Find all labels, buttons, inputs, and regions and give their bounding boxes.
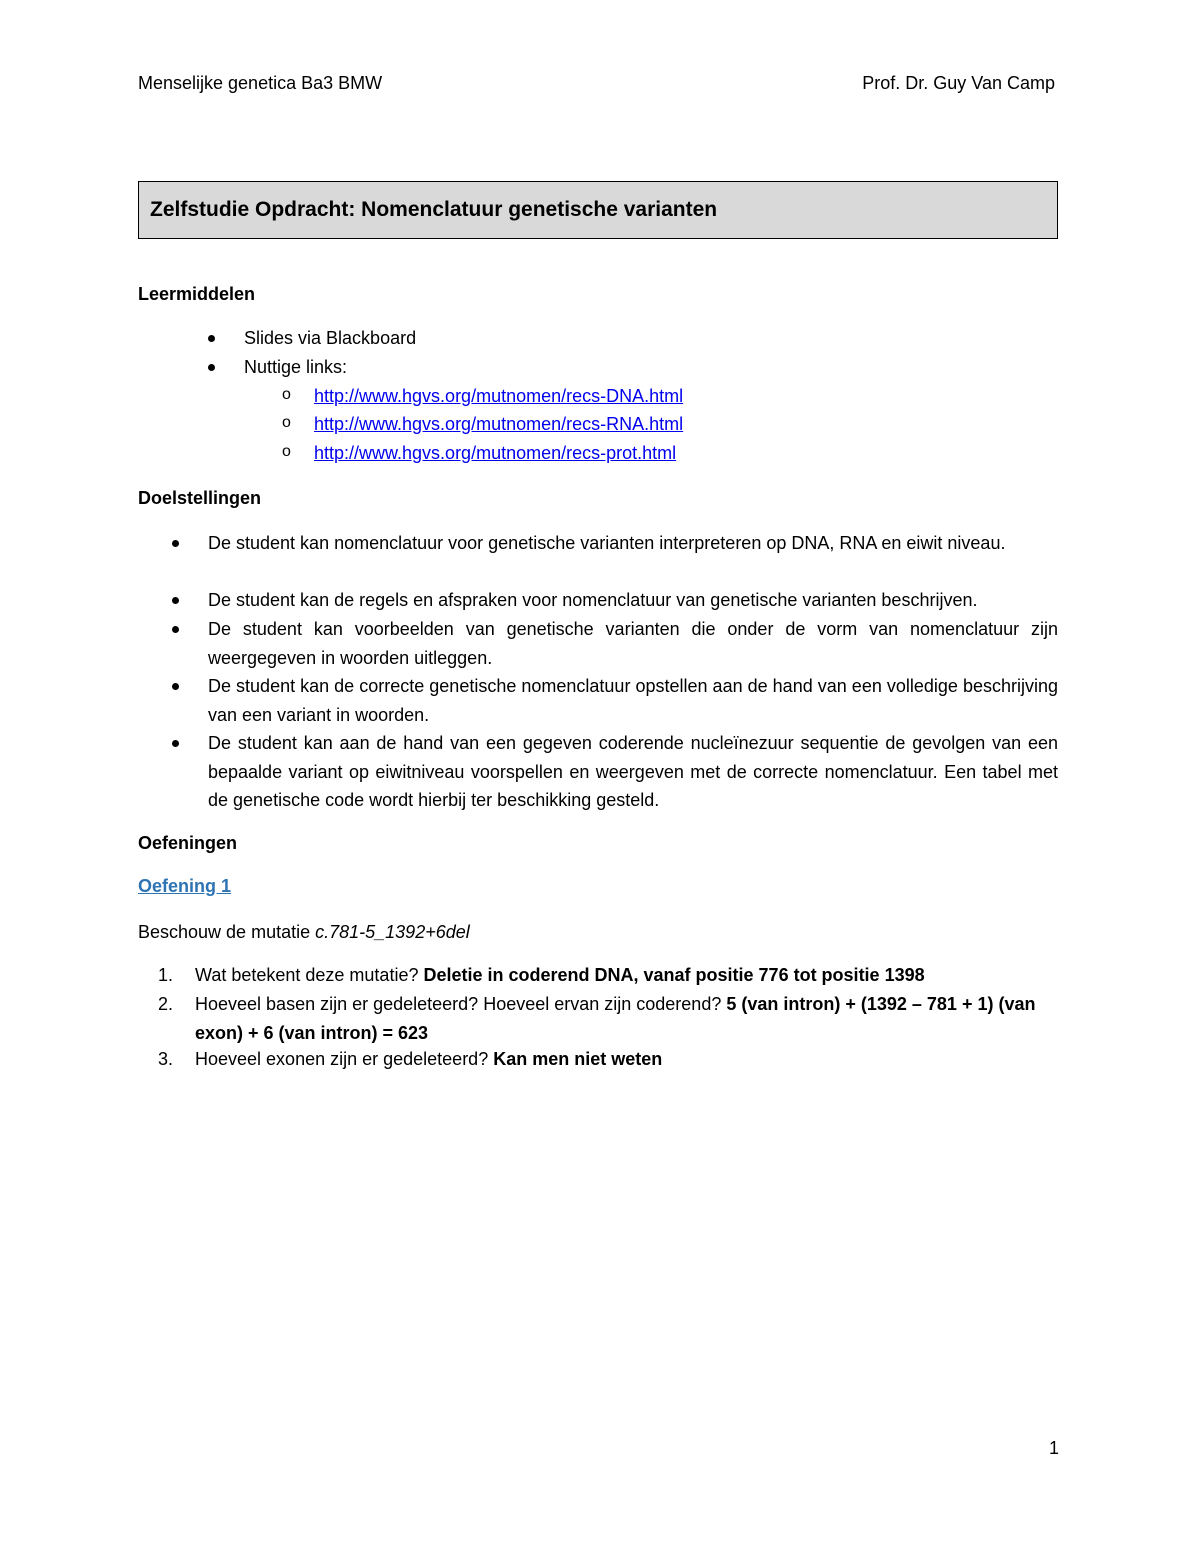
bullet-icon: [172, 683, 179, 690]
objective-item: De student kan nomenclatuur voor genetische varianten interpreteren op DNA, RNA en eiwit niveau.: [208, 533, 1006, 553]
circle-bullet-icon: o: [282, 414, 291, 431]
heading-oefeningen: Oefeningen: [138, 833, 238, 853]
objective-item: De student kan aan de hand van een gegeven coderende nucleïnezuur sequentie de gevolgen van een bepaalde variant op eiwitniveau voorspellen en weergeven met de correcte nomenclatuur. Een tabel met de genetische code wordt hierbij ter beschikking gesteld.: [208, 733, 1058, 811]
link-recs-rna[interactable]: http://www.hgvs.org/mutnomen/recs-RNA.html: [314, 414, 684, 434]
question-item: [195, 990, 1060, 1047]
bullet-icon: [208, 335, 215, 342]
exercise-intro: [138, 922, 470, 943]
question-text: Wat betekent deze mutatie?: [195, 965, 424, 985]
question-item: [195, 1045, 1065, 1074]
list-item: [208, 357, 347, 378]
bullet-icon: [172, 597, 179, 604]
bullet-icon: [172, 626, 179, 633]
link-item: [282, 414, 683, 435]
objective-item: De student kan de correcte genetische nomenclatuur opstellen aan de hand van een volledige beschrijving van een variant in woorden.: [208, 676, 1058, 725]
link-recs-prot[interactable]: http://www.hgvs.org/mutnomen/recs-prot.html: [314, 443, 677, 463]
question-text: Hoeveel exonen zijn er gedeleteerd?: [195, 1049, 494, 1069]
heading-leermiddelen: Leermiddelen: [138, 284, 256, 304]
intro-text: Beschouw de mutatie: [138, 922, 316, 942]
question-item: [195, 961, 1065, 990]
page-number: 1: [1048, 1438, 1059, 1458]
bullet-icon: [172, 540, 179, 547]
objective-item: De student kan de regels en afspraken voor nomenclatuur van genetische varianten beschrijven.: [208, 590, 978, 610]
header-course: Menselijke genetica Ba3 BMW: [138, 73, 383, 93]
list-item-label: Nuttige links:: [244, 357, 348, 377]
link-item: [282, 443, 676, 464]
list-item: [208, 328, 416, 349]
circle-bullet-icon: o: [282, 443, 291, 460]
bullet-icon: [172, 740, 179, 747]
list-item-label: Slides via Blackboard: [244, 328, 417, 348]
bullet-icon: [208, 364, 215, 371]
circle-bullet-icon: o: [282, 386, 291, 403]
mutation-notation: c.781-5_1392+6del: [315, 922, 470, 942]
title-box: [138, 181, 1058, 239]
header-author: Prof. Dr. Guy Van Camp: [862, 73, 1055, 93]
question-text: Hoeveel basen zijn er gedeleteerd? Hoeveel ervan zijn coderend?: [195, 994, 727, 1014]
answer-text: 5 (van intron) + (1392 – 781 + 1) (van exon) + 6 (van intron) = 623: [195, 994, 1036, 1043]
question-number: 2.: [158, 994, 174, 1014]
exercise-1-link[interactable]: Oefening 1: [138, 876, 232, 896]
link-recs-dna[interactable]: http://www.hgvs.org/mutnomen/recs-DNA.html: [314, 386, 684, 406]
objective-item: De student kan voorbeelden van genetische varianten die onder de vorm van nomenclatuur zijn weergegeven in woorden uitleggen.: [208, 619, 1058, 668]
answer-text: Kan men niet weten: [493, 1049, 663, 1069]
heading-doelstellingen: Doelstellingen: [138, 488, 262, 508]
link-item: [282, 386, 683, 407]
answer-text: Deletie in coderend DNA, vanaf positie 776 tot positie 1398: [423, 965, 925, 985]
page-title: Zelfstudie Opdracht: Nomenclatuur genetische varianten: [150, 198, 718, 221]
question-number: 3.: [158, 1049, 174, 1069]
question-number: 1.: [158, 965, 174, 985]
